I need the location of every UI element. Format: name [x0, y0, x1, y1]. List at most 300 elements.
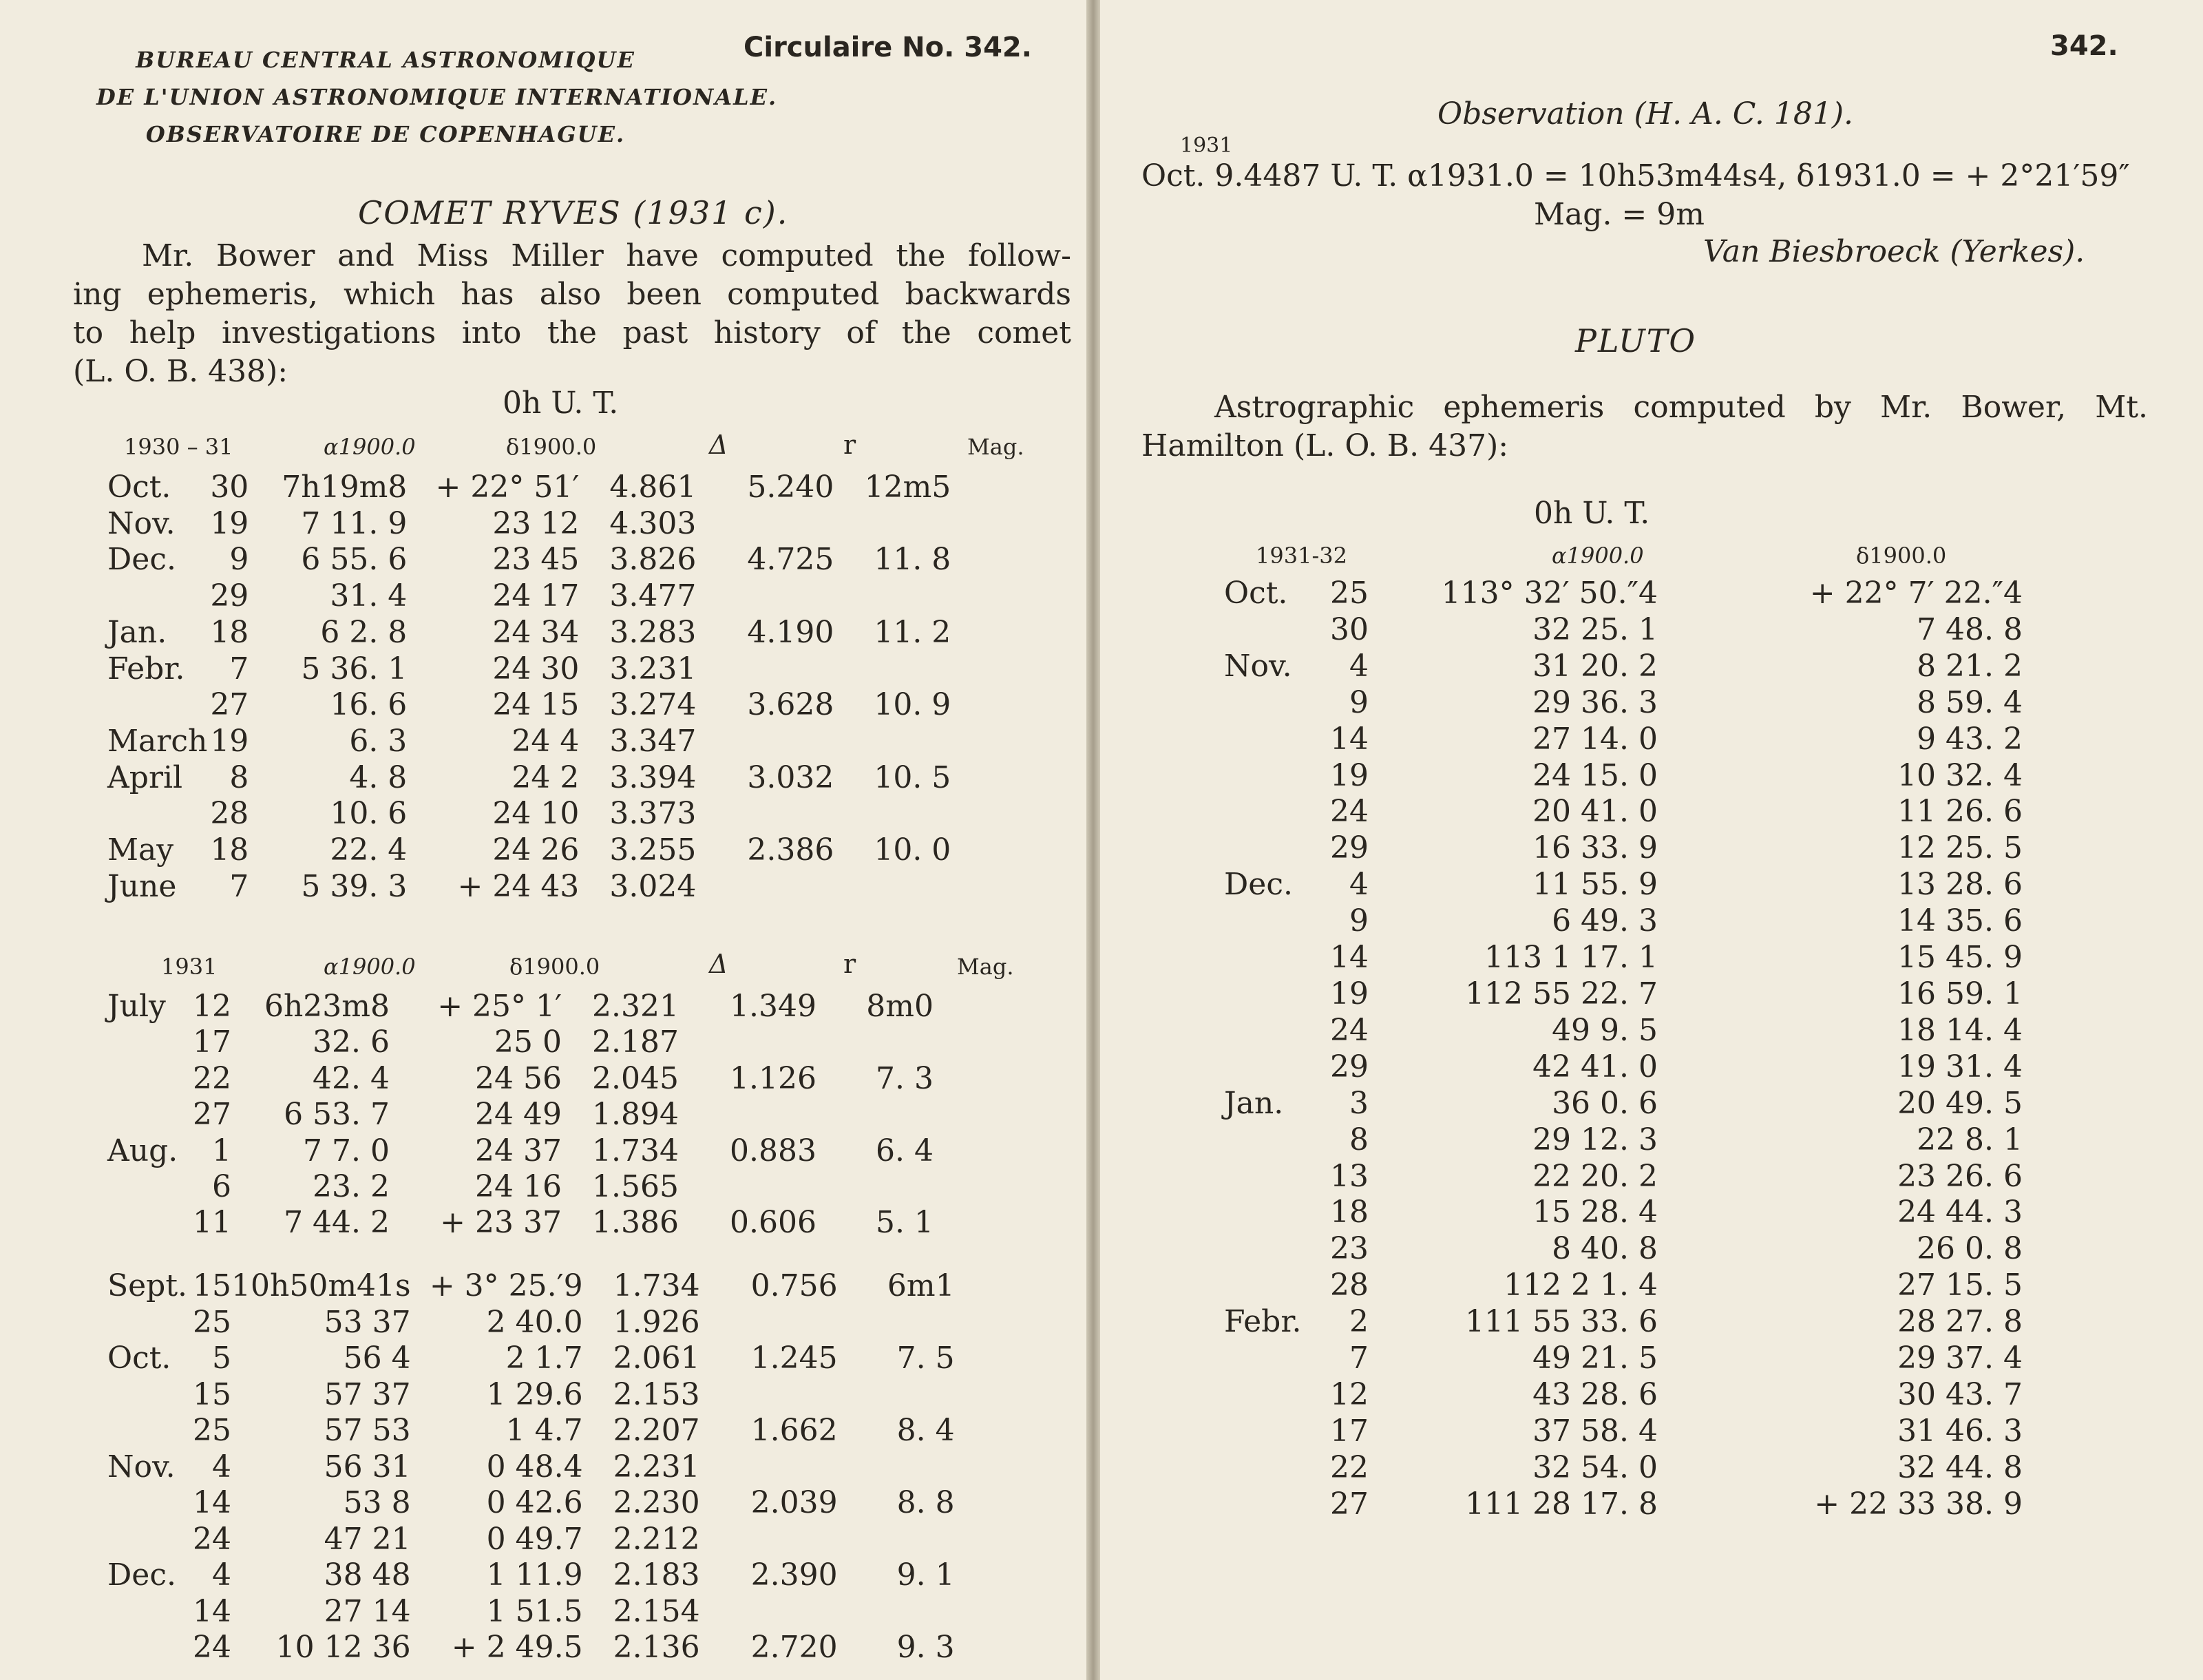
dec-cell: 20 49. 5 — [1897, 1085, 2023, 1121]
delta-cell: 3.024 — [609, 868, 697, 904]
month-cell: June — [107, 868, 177, 904]
month-cell: Jan. — [1224, 1085, 1284, 1121]
observation-mag: Mag. = 9m — [1534, 197, 1705, 232]
ra-cell: 56 31 — [324, 1449, 411, 1484]
dec-cell: 23 45 — [492, 542, 580, 578]
mag-cell — [834, 651, 951, 688]
month-cell: Febr. — [107, 651, 185, 686]
r-cell: 4.190 — [747, 614, 834, 650]
ra-cell: 7 11. 9 — [301, 505, 408, 541]
day-cell: 19 — [210, 723, 249, 759]
ra-cell: 113 1 17. 1 — [1484, 940, 1658, 976]
table-row — [1224, 794, 2023, 830]
mag-cell — [834, 578, 951, 615]
day-cell: 7 — [229, 651, 249, 686]
mag-cell: 9. 3 — [896, 1630, 955, 1665]
dec-cell: + 24 43 — [457, 868, 580, 904]
r-cell: 5.240 — [747, 470, 834, 505]
delta-cell: 3.373 — [609, 796, 697, 832]
table-row — [1224, 758, 2023, 795]
dec-cell: 30 43. 7 — [1897, 1376, 2023, 1412]
dec-cell: 25 0 — [494, 1025, 562, 1060]
dec-cell: 24 37 — [475, 1133, 562, 1168]
table-row — [107, 1025, 934, 1060]
month-cell — [1224, 758, 1314, 795]
table-row — [1224, 1414, 2023, 1450]
r-cell: 0.883 — [730, 1133, 816, 1168]
r-cell: 4.725 — [747, 542, 834, 578]
mag-cell: 7. 3 — [876, 1060, 934, 1096]
page-number: 342. — [2050, 30, 2118, 62]
t2-header-year: 1931 — [161, 954, 218, 980]
r-cell — [700, 1449, 838, 1486]
table-row — [1224, 867, 2023, 903]
mag-cell — [834, 869, 951, 905]
r-cell: 1.349 — [730, 989, 816, 1024]
r-cell — [679, 1025, 816, 1060]
month-cell — [1224, 1487, 1314, 1523]
ra-cell: 31 20. 2 — [1532, 648, 1658, 684]
day-cell: 12 — [193, 989, 231, 1024]
dec-cell: 0 42.6 — [486, 1485, 583, 1520]
mag-cell: 6. 4 — [876, 1133, 934, 1168]
r-cell: 2.039 — [750, 1485, 838, 1520]
month-cell: Oct. — [107, 470, 171, 505]
bureau-line-3: OBSERVATOIRE DE COPENHAGUE. — [145, 121, 626, 147]
table-row — [107, 578, 951, 615]
dec-cell: + 23 37 — [440, 1205, 562, 1241]
month-cell — [107, 1377, 190, 1414]
ra-cell: 111 28 17. 8 — [1465, 1486, 1658, 1522]
month-cell: Febr. — [1224, 1304, 1302, 1340]
r-cell — [696, 578, 834, 615]
table-row — [1224, 1159, 2023, 1195]
month-cell — [107, 1169, 190, 1205]
table-row — [1224, 1450, 2023, 1487]
delta-cell: 1.734 — [613, 1268, 700, 1303]
bureau-line-1: BUREAU CENTRAL ASTRONOMIQUE — [136, 47, 635, 73]
table-row — [1224, 1377, 2023, 1414]
day-cell: 24 — [193, 1630, 231, 1665]
table-row — [107, 760, 951, 797]
day-cell: 2 — [1349, 1304, 1369, 1340]
table-row — [107, 1169, 934, 1205]
observation-observer: Van Biesbroeck (Yerkes). — [1703, 234, 2085, 269]
table-row — [107, 506, 951, 543]
delta-cell: 3.274 — [609, 687, 697, 723]
dec-cell: 24 49 — [475, 1097, 562, 1133]
table-row — [107, 1268, 955, 1305]
table-row — [1224, 1195, 2023, 1231]
t2-header-delta: Δ — [709, 949, 728, 979]
pluto-header-dec: δ1900.0 — [1856, 543, 1947, 569]
ra-cell: 10h50m41s — [231, 1268, 411, 1303]
dec-cell: 1 51.5 — [486, 1593, 583, 1629]
dec-cell: 8 59. 4 — [1917, 684, 2023, 720]
month-cell: May — [107, 832, 174, 868]
table-row — [107, 1377, 955, 1414]
r-cell — [700, 1594, 838, 1630]
ra-cell: 49 21. 5 — [1532, 1341, 1658, 1376]
month-cell: Jan. — [107, 614, 167, 650]
month-cell: Dec. — [107, 542, 176, 578]
day-cell: 6 — [212, 1169, 231, 1205]
ra-cell: 4. 8 — [349, 759, 408, 795]
month-cell — [1224, 940, 1314, 976]
delta-cell: 2.231 — [613, 1449, 700, 1484]
mag-cell: 8. 8 — [896, 1485, 955, 1520]
r-cell: 1.126 — [730, 1060, 816, 1096]
dec-cell: 24 10 — [492, 796, 580, 832]
table-row — [107, 1305, 955, 1341]
month-cell — [1224, 722, 1314, 758]
comet-ephemeris-table-1 — [107, 470, 951, 905]
ra-cell: 38 48 — [324, 1557, 411, 1593]
ra-cell: 57 53 — [324, 1413, 411, 1448]
dec-cell: 24 56 — [475, 1060, 562, 1096]
dec-cell: 24 44. 3 — [1897, 1195, 2023, 1230]
r-cell — [696, 506, 834, 543]
comet-title: COMET RYVES (1931 c). — [358, 194, 789, 231]
month-cell — [1224, 794, 1314, 830]
dec-cell: 2 1.7 — [505, 1341, 583, 1376]
table-row — [107, 1341, 955, 1377]
dec-cell: 12 25. 5 — [1897, 830, 2023, 866]
month-cell — [1224, 1231, 1314, 1268]
day-cell: 4 — [1349, 648, 1369, 684]
ra-cell: 31. 4 — [330, 578, 408, 614]
intro-line-3: to help investigations into the past history of the comet — [73, 315, 1071, 350]
ra-cell: 23. 2 — [313, 1169, 390, 1205]
day-cell: 8 — [1349, 1122, 1369, 1157]
mag-cell — [816, 1025, 934, 1060]
ra-cell: 6. 3 — [349, 723, 408, 759]
dec-cell: 18 14. 4 — [1897, 1012, 2023, 1048]
dec-cell: 1 29.6 — [486, 1376, 583, 1412]
month-cell — [107, 1485, 190, 1522]
month-cell — [107, 578, 207, 615]
month-cell: Aug. — [107, 1133, 178, 1168]
ra-cell: 112 55 22. 7 — [1465, 976, 1658, 1011]
table-row — [1224, 685, 2023, 722]
ra-cell: 29 12. 3 — [1532, 1122, 1658, 1157]
mag-cell — [838, 1594, 955, 1630]
ra-cell: 42 41. 0 — [1532, 1049, 1658, 1084]
month-cell: Nov. — [107, 505, 176, 541]
r-cell: 2.720 — [750, 1630, 838, 1665]
comet-ephemeris-table-3 — [107, 1268, 955, 1666]
month-cell — [1224, 1377, 1314, 1414]
day-cell: 14 — [193, 1593, 231, 1629]
table-row — [1224, 1013, 2023, 1049]
dec-cell: 2 40.0 — [486, 1304, 583, 1340]
delta-cell: 4.861 — [609, 470, 697, 505]
dec-cell: 24 16 — [475, 1169, 562, 1205]
r-cell: 0.756 — [750, 1268, 838, 1303]
month-cell — [107, 1630, 190, 1666]
ra-cell: 10. 6 — [330, 796, 408, 832]
month-cell: Dec. — [107, 1557, 176, 1593]
ra-cell: 56 4 — [343, 1341, 411, 1376]
day-cell: 4 — [1349, 867, 1369, 903]
day-cell: 27 — [1330, 1486, 1369, 1522]
delta-cell: 3.283 — [609, 614, 697, 650]
table-row — [107, 1557, 955, 1594]
delta-cell: 2.136 — [613, 1630, 700, 1665]
day-cell: 15 — [193, 1268, 231, 1303]
month-cell — [1224, 1049, 1314, 1086]
day-cell: 12 — [1330, 1376, 1369, 1412]
table-row — [107, 1449, 955, 1486]
day-cell: 4 — [212, 1557, 231, 1593]
month-cell — [1224, 830, 1314, 867]
month-cell — [107, 1413, 190, 1449]
ra-cell: 16 33. 9 — [1532, 830, 1658, 866]
mag-cell: 5. 1 — [876, 1205, 934, 1241]
t1-header-dec: δ1900.0 — [506, 434, 597, 460]
bureau-line-2: DE L'UNION ASTRONOMIQUE INTERNATIONALE. — [96, 84, 778, 110]
day-cell: 14 — [193, 1485, 231, 1520]
ra-cell: 57 37 — [324, 1376, 411, 1412]
day-cell: 29 — [1330, 1049, 1369, 1084]
day-cell: 9 — [229, 542, 249, 578]
table-row — [107, 1061, 934, 1097]
dec-cell: 11 26. 6 — [1897, 794, 2023, 830]
ra-cell: 6 49. 3 — [1552, 903, 1658, 939]
mag-cell: 10. 9 — [874, 687, 951, 723]
day-cell: 7 — [1349, 1341, 1369, 1376]
ra-cell: 36 0. 6 — [1552, 1085, 1658, 1121]
r-cell: 2.390 — [750, 1557, 838, 1593]
month-cell: March — [107, 723, 208, 759]
ra-cell: 6 55. 6 — [301, 542, 408, 578]
t1-header-mag: Mag. — [967, 434, 1024, 460]
r-cell — [696, 651, 834, 688]
ra-cell: 112 2 1. 4 — [1504, 1268, 1658, 1303]
dec-cell: 31 46. 3 — [1897, 1413, 2023, 1449]
day-cell: 30 — [210, 470, 249, 505]
delta-cell: 2.154 — [613, 1593, 700, 1629]
delta-cell: 1.734 — [592, 1133, 679, 1168]
r-cell: 3.032 — [747, 759, 834, 795]
pluto-ephemeris-table — [1224, 576, 2023, 1523]
month-cell: Oct. — [1224, 576, 1288, 611]
table-row — [107, 796, 951, 832]
delta-cell: 2.207 — [613, 1413, 700, 1448]
mag-cell: 7. 5 — [896, 1341, 955, 1376]
ra-cell: 7 44. 2 — [284, 1205, 390, 1241]
table-row — [107, 869, 951, 905]
day-cell: 28 — [210, 796, 249, 832]
ra-cell: 37 58. 4 — [1532, 1413, 1658, 1449]
day-cell: 19 — [210, 505, 249, 541]
r-cell: 0.606 — [730, 1205, 816, 1241]
delta-cell: 3.255 — [609, 832, 697, 868]
dec-cell: 24 26 — [492, 832, 580, 868]
table-row — [1224, 1049, 2023, 1086]
day-cell: 27 — [210, 687, 249, 723]
delta-cell: 1.386 — [592, 1205, 679, 1241]
month-cell: Dec. — [1224, 867, 1293, 903]
r-cell — [696, 724, 834, 760]
right-page — [1100, 0, 2203, 1680]
table-row — [1224, 1122, 2023, 1159]
ra-cell: 53 8 — [343, 1485, 411, 1520]
table-row — [1224, 612, 2023, 649]
day-cell: 14 — [1330, 721, 1369, 757]
day-cell: 3 — [1349, 1085, 1369, 1121]
mag-cell: 11. 2 — [874, 614, 951, 650]
day-cell: 29 — [1330, 830, 1369, 866]
table-row — [1224, 830, 2023, 867]
table-row — [107, 1630, 955, 1666]
ut-label-left: 0h U. T. — [503, 386, 619, 421]
r-cell: 2.386 — [747, 832, 834, 868]
day-cell: 25 — [193, 1413, 231, 1448]
day-cell: 9 — [1349, 903, 1369, 939]
day-cell: 25 — [1330, 576, 1369, 611]
delta-cell: 1.926 — [613, 1304, 700, 1340]
t1-header-year: 1930 – 31 — [124, 434, 233, 460]
mag-cell — [838, 1377, 955, 1414]
dec-cell: 27 15. 5 — [1897, 1268, 2023, 1303]
month-cell: Nov. — [107, 1449, 176, 1484]
r-cell — [700, 1305, 838, 1341]
day-cell: 18 — [210, 614, 249, 650]
mag-cell — [816, 1169, 934, 1205]
delta-cell: 4.303 — [609, 505, 697, 541]
month-cell: Nov. — [1224, 648, 1292, 684]
ra-cell: 11 55. 9 — [1532, 867, 1658, 903]
dec-cell: 24 34 — [492, 614, 580, 650]
day-cell: 24 — [1330, 794, 1369, 830]
ra-cell: 32 54. 0 — [1532, 1449, 1658, 1485]
day-cell: 19 — [1330, 757, 1369, 793]
day-cell: 18 — [1330, 1195, 1369, 1230]
observation-line: Oct. 9.4487 U. T. α1931.0 = 10h53m44s4, δ1931.0 = + 2°21′59″ — [1141, 158, 2130, 193]
dec-cell: + 22 33 38. 9 — [1814, 1486, 2023, 1522]
month-cell — [1224, 685, 1314, 722]
delta-cell: 2.153 — [613, 1376, 700, 1412]
ra-cell: 27 14 — [324, 1593, 411, 1629]
mag-cell — [838, 1522, 955, 1558]
ra-cell: 27 14. 0 — [1532, 721, 1658, 757]
table-row — [107, 470, 951, 506]
dec-cell: 1 11.9 — [486, 1557, 583, 1593]
day-cell: 23 — [1330, 1231, 1369, 1267]
mag-cell — [834, 506, 951, 543]
month-cell — [107, 1205, 190, 1241]
ra-cell: 16. 6 — [330, 687, 408, 723]
delta-cell: 3.394 — [609, 759, 697, 795]
ra-cell: 49 9. 5 — [1552, 1012, 1658, 1048]
table-row — [107, 989, 934, 1025]
table-row — [1224, 722, 2023, 758]
day-cell: 8 — [229, 759, 249, 795]
day-cell: 4 — [212, 1449, 231, 1484]
day-cell: 24 — [193, 1521, 231, 1557]
delta-cell: 1.565 — [592, 1169, 679, 1205]
month-cell — [1224, 612, 1314, 649]
ra-cell: 43 28. 6 — [1532, 1376, 1658, 1412]
delta-cell: 2.045 — [592, 1060, 679, 1096]
table-row — [107, 1097, 934, 1133]
mag-cell — [838, 1449, 955, 1486]
mag-cell: 10. 0 — [874, 832, 951, 868]
r-cell — [700, 1377, 838, 1414]
intro-line-2: ing ephemeris, which has also been computed backwards — [73, 277, 1071, 312]
month-cell — [107, 1522, 190, 1558]
day-cell: 27 — [193, 1097, 231, 1133]
dec-cell: 8 21. 2 — [1917, 648, 2023, 684]
day-cell: 18 — [210, 832, 249, 868]
dec-cell: 10 32. 4 — [1897, 757, 2023, 793]
r-cell: 1.245 — [750, 1341, 838, 1376]
table-row — [1224, 649, 2023, 685]
month-cell — [107, 1594, 190, 1630]
delta-cell: 2.187 — [592, 1025, 679, 1060]
table-row — [107, 1133, 934, 1169]
day-cell: 14 — [1330, 940, 1369, 976]
month-cell: July — [107, 989, 166, 1024]
ra-cell: 29 36. 3 — [1532, 684, 1658, 720]
observation-year: 1931 — [1180, 134, 1233, 158]
pluto-header-year: 1931-32 — [1256, 543, 1347, 569]
dec-cell: 9 43. 2 — [1917, 721, 2023, 757]
ra-cell: 6h23m8 — [264, 989, 390, 1024]
dec-cell: 29 37. 4 — [1897, 1341, 2023, 1376]
delta-cell: 3.347 — [609, 723, 697, 759]
dec-cell: 32 44. 8 — [1897, 1449, 2023, 1485]
dec-cell: 26 0. 8 — [1917, 1231, 2023, 1267]
r-cell: 3.628 — [747, 687, 834, 723]
t2-header-r: r — [843, 949, 856, 979]
day-cell: 17 — [193, 1025, 231, 1060]
ra-cell: 7h19m8 — [282, 470, 408, 505]
month-cell — [1224, 1414, 1314, 1450]
day-cell: 25 — [193, 1304, 231, 1340]
day-cell: 22 — [193, 1060, 231, 1096]
mag-cell: 12m5 — [864, 470, 951, 505]
month-cell — [1224, 1450, 1314, 1487]
delta-cell: 2.061 — [613, 1341, 700, 1376]
table-row — [107, 615, 951, 651]
month-cell — [1224, 1159, 1314, 1195]
dec-cell: 22 8. 1 — [1917, 1122, 2023, 1157]
t1-header-delta: Δ — [709, 430, 728, 460]
month-cell: Oct. — [107, 1341, 171, 1376]
ra-cell: 42. 4 — [313, 1060, 390, 1096]
dec-cell: + 3° 25.′9 — [429, 1268, 583, 1303]
r-cell — [696, 869, 834, 905]
day-cell: 7 — [229, 868, 249, 904]
dec-cell: 24 2 — [512, 759, 580, 795]
dec-cell: 28 27. 8 — [1897, 1304, 2023, 1340]
ra-cell: 24 15. 0 — [1532, 757, 1658, 793]
table-row — [1224, 1304, 2023, 1341]
dec-cell: 23 26. 6 — [1897, 1158, 2023, 1194]
dec-cell: 24 4 — [512, 723, 580, 759]
ra-cell: 5 39. 3 — [301, 868, 408, 904]
ra-cell: 20 41. 0 — [1532, 794, 1658, 830]
table-row — [107, 832, 951, 869]
month-cell — [1224, 903, 1314, 940]
pluto-intro — [1141, 388, 2148, 465]
delta-cell: 2.212 — [613, 1521, 700, 1557]
month-cell — [1224, 1122, 1314, 1159]
table-row — [107, 651, 951, 688]
t1-header-ra: α1900.0 — [324, 434, 416, 460]
